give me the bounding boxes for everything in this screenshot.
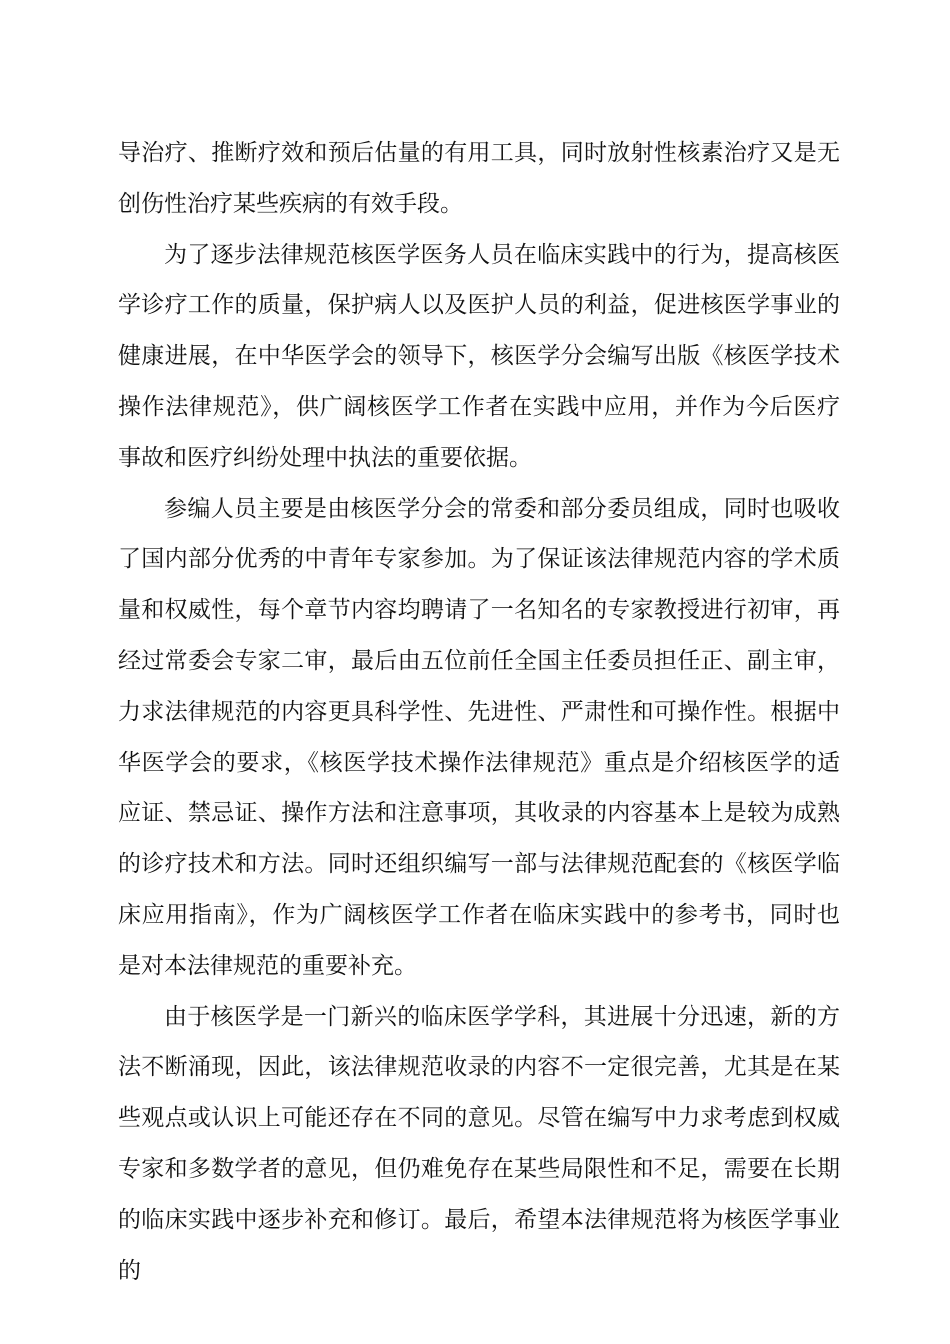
paragraph-continuation: 导治疗、推断疗效和预后估量的有用工具，同时放射性核素治疗又是无创伤性治疗某些疾病的有效手段。 bbox=[118, 140, 840, 217]
document-body bbox=[118, 128, 840, 1296]
paragraph-purpose: 为了逐步法律规范核医学医务人员在临床实践中的行为，提高核医学诊疗工作的质量，保护病人以及医护人员的利益，促进核医学事业的健康进展，在中华医学会的领导下，核医学分会编写出版《核医学技术操作法律规范》，供广阔核医学工作者在实践中应用，并作为今后医疗事故和医疗纠纷处理中执法的重要依据。 bbox=[118, 241, 840, 471]
paragraph-contributors: 参编人员主要是由核医学分会的常委和部分委员组成，同时也吸收了国内部分优秀的中青年专家参加。为了保证该法律规范内容的学术质量和权威性，每个章节内容均聘请了一名知名的专家教授进行初审，再经过常委会专家二审，最后由五位前任全国主任委员担任正、副主审，力求法律规范的内容更具科学性、先进性、严肃性和可操作性。根据中华医学会的要求，《核医学技术操作法律规范》重点是介绍核医学的适应证、禁忌证、操作方法和注意事项，其收录的内容基本上是较为成熟的诊疗技术和方法。同时还组织编写一部与法律规范配套的《核医学临床应用指南》，作为广阔核医学工作者在临床实践中的参考书，同时也是对本法律规范的重要补充。 bbox=[118, 495, 840, 979]
paragraph-limitations: 由于核医学是一门新兴的临床医学学科，其进展十分迅速，新的方法不断涌现，因此，该法律规范收录的内容不一定很完善，尤其是在某些观点或认识上可能还存在不同的意见。尽管在编写中力求考虑到权威专家和多数学者的意见，但仍难免存在某些局限性和不足，需要在长期的临床实践中逐步补充和修订。最后，希望本法律规范将为核医学事业的 bbox=[118, 1003, 840, 1284]
